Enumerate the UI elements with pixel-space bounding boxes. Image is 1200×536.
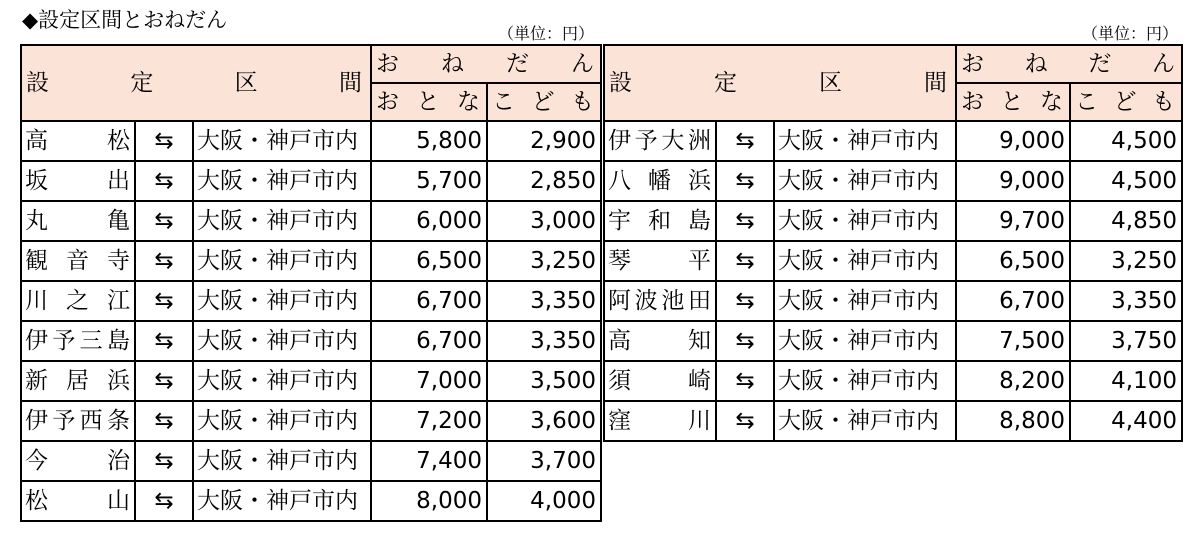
cell-text: お と な (376, 89, 480, 115)
bidirectional-arrow-icon: ⇆ (716, 361, 774, 401)
table-row (604, 121, 1182, 161)
child-fare: 4,100 (1070, 361, 1182, 401)
station-name (604, 281, 716, 321)
header-adult (956, 83, 1070, 121)
adult-fare: 6,000 (371, 201, 487, 241)
station-name (21, 201, 135, 241)
fare-table-right (603, 44, 1183, 442)
station-name (604, 201, 716, 241)
table-row (604, 161, 1182, 201)
adult-fare: 8,000 (371, 481, 487, 521)
child-fare: 3,250 (1070, 241, 1182, 281)
bidirectional-arrow-icon: ⇆ (135, 241, 193, 281)
adult-fare: 9,700 (956, 201, 1070, 241)
adult-fare: 7,500 (956, 321, 1070, 361)
cell-text: 窪 川 (608, 408, 711, 434)
child-fare: 4,400 (1070, 401, 1182, 441)
header-section (604, 45, 956, 121)
cell-text: 阿 波 池 田 (608, 288, 711, 314)
station-name (604, 121, 716, 161)
adult-fare: 9,000 (956, 161, 1070, 201)
child-fare: 3,750 (1070, 321, 1182, 361)
bidirectional-arrow-icon: ⇆ (135, 401, 193, 441)
table-row (21, 121, 601, 161)
cell-text: 設 定 区 間 (609, 70, 947, 96)
bidirectional-arrow-icon: ⇆ (716, 121, 774, 161)
bidirectional-arrow-icon: ⇆ (135, 161, 193, 201)
destination: 大阪・神戸市内 (193, 281, 371, 321)
station-name (21, 441, 135, 481)
adult-fare: 6,500 (956, 241, 1070, 281)
table-row (21, 161, 601, 201)
cell-text: お ね だ ん (376, 51, 594, 77)
cell-text: 観 音 寺 (25, 248, 130, 274)
fare-table-left (20, 44, 602, 522)
destination: 大阪・神戸市内 (193, 121, 371, 161)
header-fare (956, 45, 1182, 83)
child-fare: 3,700 (487, 441, 601, 481)
bidirectional-arrow-icon: ⇆ (716, 161, 774, 201)
child-fare: 3,250 (487, 241, 601, 281)
header-child (1070, 83, 1182, 121)
adult-fare: 6,700 (371, 281, 487, 321)
station-name (21, 361, 135, 401)
child-fare: 3,350 (1070, 281, 1182, 321)
destination: 大阪・神戸市内 (193, 481, 371, 521)
header-child (487, 83, 601, 121)
page-title: ◆設定区間とおねだん (22, 8, 228, 32)
bidirectional-arrow-icon: ⇆ (716, 281, 774, 321)
destination: 大阪・神戸市内 (774, 161, 956, 201)
bidirectional-arrow-icon: ⇆ (135, 361, 193, 401)
destination: 大阪・神戸市内 (193, 441, 371, 481)
cell-text: 伊 予 大 洲 (608, 128, 711, 154)
child-fare: 4,000 (487, 481, 601, 521)
adult-fare: 6,700 (371, 321, 487, 361)
destination: 大阪・神戸市内 (774, 121, 956, 161)
table-row (21, 401, 601, 441)
destination: 大阪・神戸市内 (193, 201, 371, 241)
cell-text: 今 治 (25, 448, 130, 474)
child-fare: 3,350 (487, 321, 601, 361)
table-row (21, 361, 601, 401)
bidirectional-arrow-icon: ⇆ (135, 321, 193, 361)
table-row (604, 401, 1182, 441)
bidirectional-arrow-icon: ⇆ (135, 481, 193, 521)
station-name (604, 401, 716, 441)
station-name (21, 281, 135, 321)
cell-text: 琴 平 (608, 248, 711, 274)
station-name (21, 121, 135, 161)
bidirectional-arrow-icon: ⇆ (135, 281, 193, 321)
adult-fare: 8,800 (956, 401, 1070, 441)
table-row (21, 241, 601, 281)
cell-text: 伊 予 西 条 (25, 408, 130, 434)
table-row (21, 201, 601, 241)
cell-text: こ ど も (1075, 89, 1175, 115)
child-fare: 4,850 (1070, 201, 1182, 241)
cell-text: 松 山 (25, 488, 130, 514)
adult-fare: 6,700 (956, 281, 1070, 321)
table-row (604, 241, 1182, 281)
destination: 大阪・神戸市内 (193, 401, 371, 441)
bidirectional-arrow-icon: ⇆ (716, 401, 774, 441)
cell-text: 伊 予 三 島 (25, 328, 130, 354)
child-fare: 2,900 (487, 121, 601, 161)
destination: 大阪・神戸市内 (774, 321, 956, 361)
cell-text: 設 定 区 間 (26, 70, 362, 96)
station-name (604, 321, 716, 361)
table-row (21, 441, 601, 481)
adult-fare: 8,200 (956, 361, 1070, 401)
destination: 大阪・神戸市内 (193, 161, 371, 201)
destination: 大阪・神戸市内 (774, 241, 956, 281)
station-name (21, 321, 135, 361)
header-section (21, 45, 371, 121)
table-row (604, 321, 1182, 361)
unit-label-right: （単位：円） (1082, 24, 1179, 43)
destination: 大阪・神戸市内 (774, 401, 956, 441)
destination: 大阪・神戸市内 (774, 361, 956, 401)
adult-fare: 5,800 (371, 121, 487, 161)
cell-text: お と な (961, 89, 1063, 115)
station-name (21, 481, 135, 521)
station-name (604, 161, 716, 201)
station-name (604, 361, 716, 401)
table-row (21, 481, 601, 521)
bidirectional-arrow-icon: ⇆ (716, 201, 774, 241)
adult-fare: 7,400 (371, 441, 487, 481)
destination: 大阪・神戸市内 (193, 241, 371, 281)
header-fare (371, 45, 601, 83)
table-row (21, 281, 601, 321)
bidirectional-arrow-icon: ⇆ (716, 241, 774, 281)
child-fare: 3,500 (487, 361, 601, 401)
table-row (21, 321, 601, 361)
bidirectional-arrow-icon: ⇆ (135, 441, 193, 481)
bidirectional-arrow-icon: ⇆ (135, 201, 193, 241)
cell-text: 丸 亀 (25, 208, 130, 234)
child-fare: 3,600 (487, 401, 601, 441)
cell-text: 八 幡 浜 (608, 168, 711, 194)
destination: 大阪・神戸市内 (193, 361, 371, 401)
child-fare: 2,850 (487, 161, 601, 201)
table-row (604, 281, 1182, 321)
child-fare: 3,000 (487, 201, 601, 241)
bidirectional-arrow-icon: ⇆ (716, 321, 774, 361)
cell-text: 宇 和 島 (608, 208, 711, 234)
station-name (21, 241, 135, 281)
bidirectional-arrow-icon: ⇆ (135, 121, 193, 161)
child-fare: 4,500 (1070, 121, 1182, 161)
adult-fare: 7,200 (371, 401, 487, 441)
cell-text: 新 居 浜 (25, 368, 130, 394)
cell-text: こ ど も (492, 89, 594, 115)
destination: 大阪・神戸市内 (774, 201, 956, 241)
station-name (21, 161, 135, 201)
station-name (21, 401, 135, 441)
adult-fare: 7,000 (371, 361, 487, 401)
cell-text: 高 松 (25, 128, 130, 154)
cell-text: 須 崎 (608, 368, 711, 394)
cell-text: お ね だ ん (961, 51, 1175, 77)
cell-text: 坂 出 (25, 168, 130, 194)
child-fare: 3,350 (487, 281, 601, 321)
child-fare: 4,500 (1070, 161, 1182, 201)
adult-fare: 5,700 (371, 161, 487, 201)
cell-text: 川 之 江 (25, 288, 130, 314)
table-row (604, 361, 1182, 401)
destination: 大阪・神戸市内 (774, 281, 956, 321)
header-adult (371, 83, 487, 121)
table-row (604, 201, 1182, 241)
unit-label-left: （単位：円） (498, 24, 595, 43)
cell-text: 高 知 (608, 328, 711, 354)
destination: 大阪・神戸市内 (193, 321, 371, 361)
adult-fare: 6,500 (371, 241, 487, 281)
station-name (604, 241, 716, 281)
adult-fare: 9,000 (956, 121, 1070, 161)
